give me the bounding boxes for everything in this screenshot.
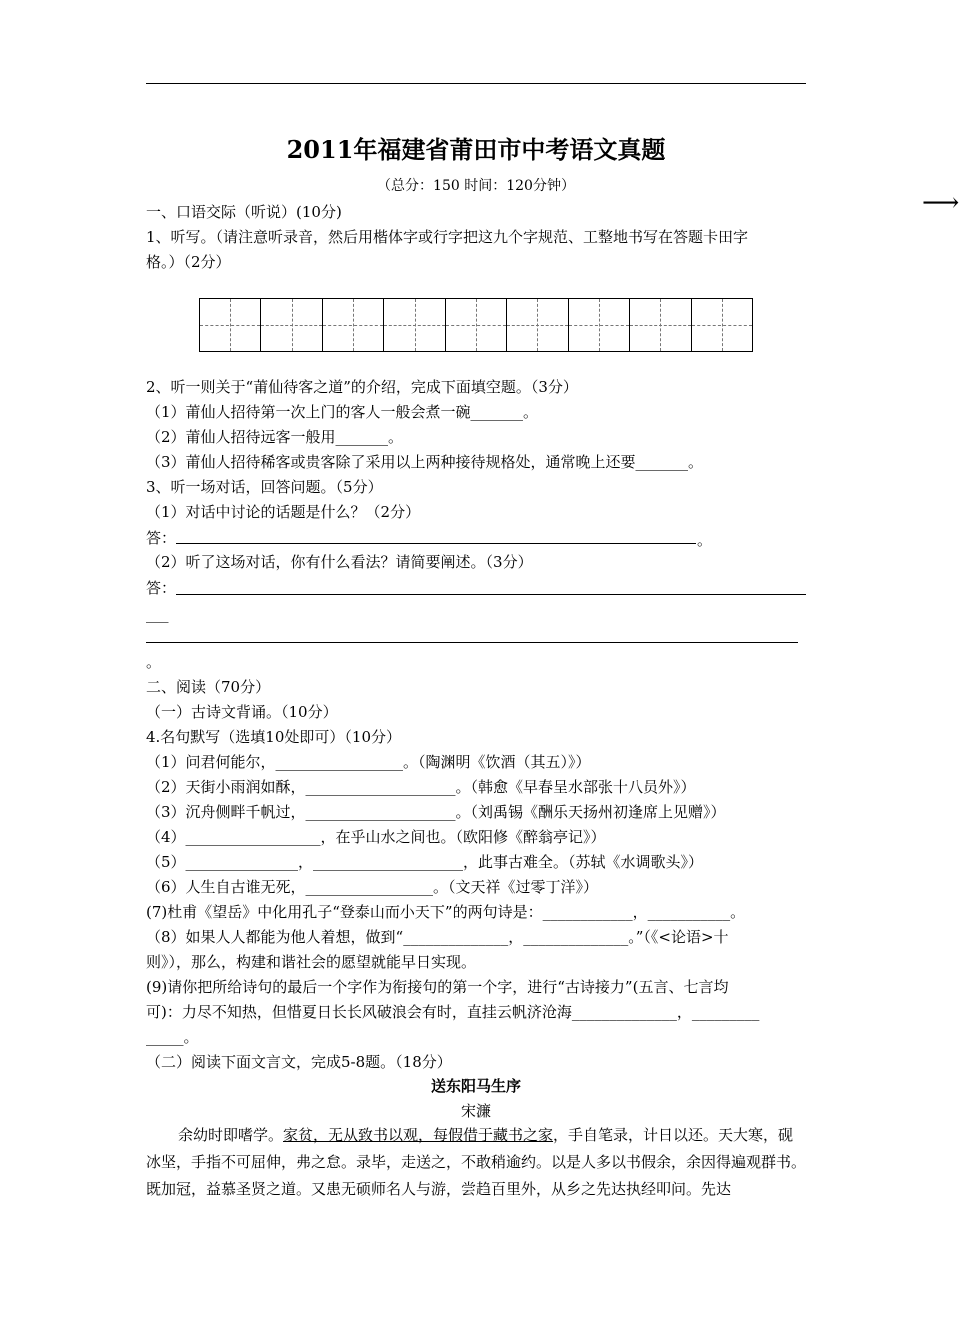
grid-cell[interactable] xyxy=(692,299,752,351)
passage-underlined: 家贫，无从致书以观，每假借于藏书之家 xyxy=(283,1126,554,1144)
grid-cell[interactable] xyxy=(569,299,630,351)
q3-2-answer-tail: ___ xyxy=(146,605,169,623)
q4-5: （5）_______________，____________________，此事古难全。（苏轼《水调歌头》） xyxy=(146,853,704,871)
q4-7: (7)杜甫《望岳》中化用孔子“登泰山而小天下”的两句诗是：____________，___________。 xyxy=(146,903,746,921)
grid-cell[interactable] xyxy=(630,299,691,351)
q2-1: （1）莆仙人招待第一次上门的客人一般会煮一碗_______。 xyxy=(146,403,539,421)
q3-1-answer-end: 。 xyxy=(697,531,713,549)
q4-9-line3: _____。 xyxy=(146,1028,199,1046)
grid-cell[interactable] xyxy=(446,299,507,351)
q4-3: （3）沉舟侧畔千帆过，____________________。（刘禹锡《酬乐天扬州初逢席上见赠》） xyxy=(146,803,726,821)
q3-2: （2）听了这场对话，你有什么看法？请简要阐述。（3分） xyxy=(146,553,533,571)
section2-heading: 二、阅读（70分） xyxy=(146,678,271,696)
q3-text: 3、听一场对话，回答问题。（5分） xyxy=(146,478,383,496)
q4-heading: 4.名句默写（选填10处即可）（10分） xyxy=(146,728,401,746)
passage-body xyxy=(146,1122,806,1203)
page-title: 2011年福建省莆田市中考语文真题 xyxy=(286,135,666,164)
q4-6: （6）人生自古谁无死，_________________。（文天祥《过零丁洋》） xyxy=(146,878,599,896)
q4-9-line1: (9)请你把所给诗句的最后一个字作为衔接句的第一个字，进行“古诗接力”(五言、七言均 xyxy=(146,978,729,996)
q2-3: （3）莆仙人招待稀客或贵客除了采用以上两种接待规格处，通常晚上还要_______。 xyxy=(146,453,704,471)
q3-2-answer-line1[interactable] xyxy=(176,594,806,595)
q3-1-answer-line[interactable] xyxy=(176,543,696,544)
q4-8-line2: 则》），那么，构建和谐社会的愿望就能早日实现。 xyxy=(146,953,477,971)
q4-9-line2: 可)：力尽不知热，但惜夏日长长风破浪会有时，直挂云帆济沧海______________，_________ xyxy=(146,1003,760,1021)
q4-1: （1）问君何能尔，_________________。（陶渊明《饮酒（其五）》） xyxy=(146,753,591,771)
q4-2: （2）天街小雨润如酥，____________________。（韩愈《早春呈水部张十八员外》） xyxy=(146,778,696,796)
grid-cell[interactable] xyxy=(200,299,261,351)
grid-cell[interactable] xyxy=(384,299,445,351)
q2-2: （2）莆仙人招待远客一般用_______。 xyxy=(146,428,404,446)
q3-2-answer-line2[interactable] xyxy=(146,642,798,643)
q1-text-line1: 1、听写。（请注意听录音，然后用楷体字或行字把这九个字规范、工整地书写在答题卡田字 xyxy=(146,228,749,246)
exam-info: （总分：150 时间：120分钟） xyxy=(377,178,575,194)
part1-heading: （一）古诗文背诵。（10分） xyxy=(146,703,338,721)
q3-1-answer-label: 答： xyxy=(146,529,177,547)
q1-text-line2: 格。）（2分） xyxy=(146,253,231,271)
q3-2-answer-label: 答： xyxy=(146,579,177,597)
grid-cell[interactable] xyxy=(507,299,568,351)
part2-heading: （二）阅读下面文言文，完成5-8题。（18分） xyxy=(146,1053,452,1071)
grid-cell[interactable] xyxy=(261,299,322,351)
q4-4: （4）__________________，在乎山水之间也。（欧阳修《醉翁亭记》） xyxy=(146,828,606,846)
passage-author: 宋濂 xyxy=(460,1102,491,1120)
grid-cell[interactable] xyxy=(323,299,384,351)
margin-arrow-icon: ⟶ xyxy=(922,188,959,218)
section1-heading: 一、口语交际（听说）(10分) xyxy=(146,203,342,221)
passage-text-b: ，手自笔录，计日以还。天大寒，砚冰坚，手指不可屈伸，弗之怠。录毕，走送之，不敢稍逾约。以是人多以书假余，余因得遍观群书。既加冠，益慕圣贤之道。又患无硕师名人与游，尝趋百里外，从乡之先达执经叩问。先达 xyxy=(146,1126,807,1198)
passage-title: 送东阳马生序 xyxy=(430,1077,521,1095)
q4-8-line1: （8）如果人人都能为他人着想，做到“______________，______________。”（《<论语>十 xyxy=(146,928,729,946)
q3-2-answer-end: 。 xyxy=(146,653,162,671)
q2-text: 2、听一则关于“莆仙待客之道”的介绍，完成下面填空题。（3分） xyxy=(146,378,578,396)
passage-text-a: 余幼时即嗜学。 xyxy=(178,1126,284,1144)
tianzige-grid xyxy=(199,298,753,352)
q3-1: （1）对话中讨论的话题是什么？（2分） xyxy=(146,503,421,521)
top-rule xyxy=(146,83,806,84)
